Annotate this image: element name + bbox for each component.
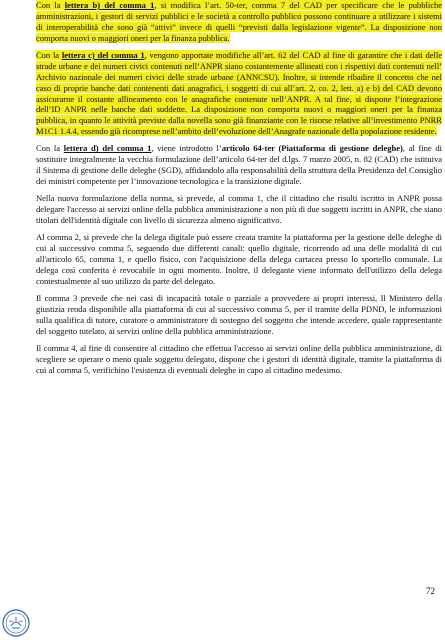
paragraph [36,193,442,226]
document-body [36,0,442,382]
text-run: Con la [36,49,62,60]
highlighted-text [36,50,442,136]
bold-reference: lettera b) del comma 1 [64,0,155,10]
paragraph [36,143,442,187]
page-number: 72 [426,586,435,596]
paragraph [36,343,442,376]
text-run: , si modifica l’art. 50-ter, comma 7 del CAD per specificare che le pubbliche amministrazioni, i gestori di servizi pubblici e le società a controllo pubblico possono continuare a utilizzare i sistemi di interoperabilità che sono già “attivi” invece di quelli “previsti dalla legislazione vigente”. La disposizione non comporta nuovi o maggiori oneri per la finanza pubblica. [36,0,442,43]
text-run: Con la [36,0,65,10]
text-run: Al comma 2, si prevede che la delega digitale può essere creata tramite la piattaforma per la gestione delle deleghe di cui al successivo comma 5, seguendo due differenti canali: quello digitale, ricorrendo ad una delle modalità di cui all'articolo 65, comma 1, e quello fisico, con l'acquisizione della delega cartacea presso lo sportello comunale. La delega così conferita è revocabile in ogni momento. Inoltre, il delegante viene informato dell'utilizzo della delega contestualmente al suo utilizzo da parte del delegato. [36,232,442,287]
text-run: , vengono apportate modifiche all’art. 62 del CAD al fine di garantire che i dati delle strade urbane e dei numeri civici contenuti nell’ANPR siano costantemente allineati con i rispettivi dati contenuti nell’ Archivio nazionale dei numeri civici delle strade urbane (ANNCSU). Inoltre, si intende ribadire il concetto che nel caso di proprie banche dati contenenti dati anagrafici, i soggetti di cui all’art. 2, co. 2, lett. a) e b) del CAD devono assicurarne il costante allineamento con le anagrafiche contenute nell’ANPR. A tal fine, si dispone l’integrazione dell’ID ANPR nelle banche dati suddette. La disposizione non comporta nuovi o maggiori oneri per la finanza pubblica, in quanto le attività previste dalla novella sono già finanziante con le risorse relative all’investimento PNRR M1C1 1.4.4, essendo già ricomprese nell’ambito dell’evoluzione dell’Anagrafe nazionale della popolazione residente. [36,49,442,137]
paragraph [36,232,442,287]
paragraph-text [36,343,442,375]
senate-seal-icon [2,609,30,637]
text-run: , viene introdotto l’ [151,143,222,154]
text-run: Con la [36,143,64,154]
text-run: Nella nuova formulazione della norma, si prevede, al comma 1, che il cittadino che risulti iscritto in ANPR possa delegare l'accesso ai servizi online della pubblica amministrazione a non più di due soggetti iscritti in ANPR, che siano titolari dell'identità digitale con livello di sicurezza almeno significativo. [36,193,442,226]
paragraph-text [36,193,442,225]
paragraph-text [36,293,442,336]
paragraph-text [36,232,442,286]
bold-reference: articolo 64-ter (Piattaforma di gestione deleghe) [221,143,403,154]
bold-reference: lettera d) del comma 1 [63,143,152,154]
paragraph-text [36,143,442,186]
paragraph [36,0,442,44]
highlighted-text [36,0,442,43]
text-run: Il comma 3 prevede che nei casi di incapacità totale o parziale a provvedere ai propri interessi, Il Ministero della giustizia renda disponibile alla piattaforma di cui al successivo comma 5, per il tramite della PDND, le informazioni sulla qualifica di tutore, curatore o amministratore di sostegno del soggetto che intende accedere, quale rappresentante del soggetto tutelato, ai servizi online della pubblica amministrazione. [36,293,442,336]
text-run: Il comma 4, al fine di consentire al cittadino che effettua l'accesso ai servizi online della pubblica amministrazione, di scegliere se operare o meno quale soggetto delegato, dispone che i gestori di identità digitale, tramite la piattaforma di cui al comma 5, verifichino l'esistenza di eventuali deleghe in capo al cittadino medesimo. [36,343,442,375]
bold-reference: lettera c) del comma 1 [61,49,145,60]
paragraph [36,50,442,137]
paragraph [36,293,442,337]
text-run: , al fine di sostituire integralmente la vecchia formulazione dell’articolo 64-ter del d.lgs. 7 marzo 2005, n. 82 (CAD) che istituiva il Sistema di gestione delle deleghe (SGD), affidandolo alla responsabilità della struttura della Presidenza del Consiglio dei ministri competente per l’innovazione tecnologica e la transizione digitale. [36,143,442,187]
